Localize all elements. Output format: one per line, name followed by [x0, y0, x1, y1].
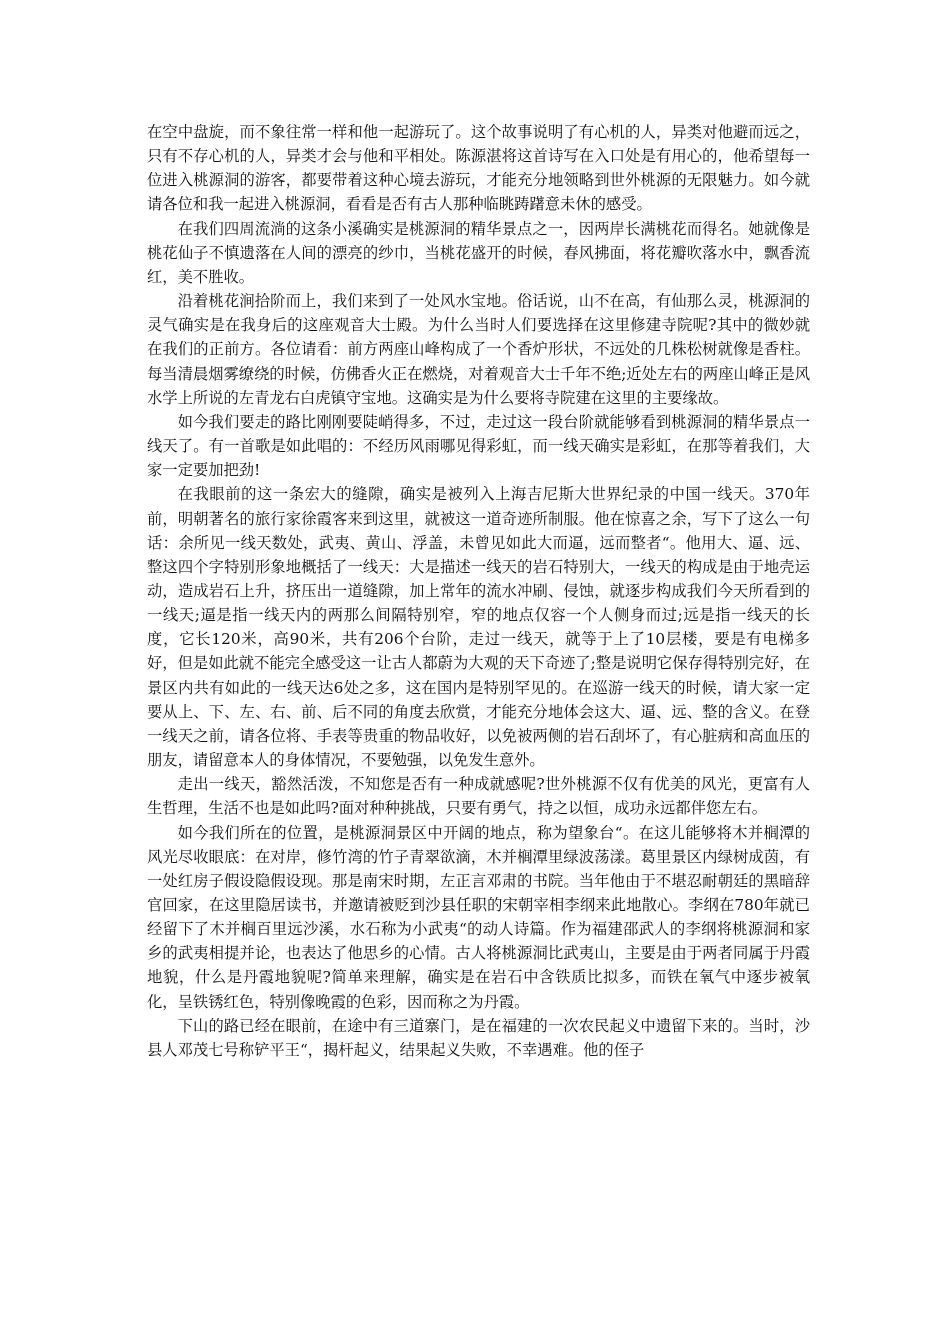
- paragraph-1: 在空中盘旋，而不象往常一样和他一起游玩了。这个故事说明了有心机的人，异类对他避而远之，只有不存心机的人，异类才会与他和平相处。陈源湛将这首诗写在入口处是有用心的，他希望每一位进入桃源洞的游客，都要带着这种心境去游玩，才能充分地领略到世外桃源的无限魅力。如今就请各位和我一起进入桃源洞，看看是否有古人那种临眺踌躇意未休的感受。: [147, 123, 810, 214]
- paragraph-5: 在我眼前的这一条宏大的缝隙，确实是被列入上海吉尼斯大世界纪录的中国一线天。370年前，明朝著名的旅行家徐霞客来到这里，就被这一道奇迹所制服。他在惊喜之余，写下了这么一句话：余所见一线天数处，武夷、黄山、浮盖，未曾见如此大而逼，远而整者“。他用大、逼、远、整这四个字特别形象地概括了一线天：大是描述一线天的岩石特别大，一线天的构成是由于地壳运动，造成岩石上升，挤压出一道缝隙，加上常年的流水冲刷、侵蚀，就逐步构成我们今天所看到的一线天;逼是指一线天内的两那么间隔特别窄，窄的地点仅容一个人侧身而过;远是指一线天的长度，它长120米，高90米，共有206个台阶，走过一线天，就等于上了10层楼，要是有电梯多好，但是如此就不能完全感受这一让古人都蔚为大观的天下奇迹了;整是说明它保存得特别完好，在景区内共有如此的一线天达6处之多，这在国内是特别罕见的。在巡游一线天的时候，请大家一定要从上、下、左、右、前、后不同的角度去欣赏，才能充分地体会这大、逼、远、整的含义。在登一线天之前，请各位将、手表等贵重的物品收好，以免被两侧的岩石刮坏了，有心脏病和高血压的朋友，请留意本人的身体情况，不要勉强，以免发生意外。: [147, 485, 810, 770]
- paragraph-4: 如今我们要走的路比刚刚要陡峭得多，不过，走过这一段台阶就能够看到桃源洞的精华景点一线天了。有一首歌是如此唱的：不经历风雨哪见得彩虹，而一线天确实是彩虹，在那等着我们，大家一定要加把劲!: [147, 412, 810, 480]
- paragraph-2: 在我们四周流淌的这条小溪确实是桃源洞的精华景点之一，因两岸长满桃花而得名。她就像是桃花仙子不慎遗落在人间的漂亮的纱巾，当桃花盛开的时候，春风拂面，将花瓣吹落水中，飘香流红，美不胜收。: [147, 219, 810, 286]
- paragraph-7: 如今我们所在的位置，是桃源洞景区中开阔的地点，称为望象台“。在这儿能够将木并榈潭的风光尽收眼底：在对岸，修竹湾的竹子青翠欲滴，木并榈潭里绿波荡漾。葛里景区内绿树成茵，有一处红房子假设隐假设现。那是南宋时期，左正言邓肃的书院。当年他由于不堪忍耐朝廷的黑暗辞官回家，在这里隐居读书，并邀请被贬到沙县任职的宋朝宰相李纲来此地散心。李纲在780年就已经留下了木并榈百里远沙溪，水石称为小武夷“的动人诗篇。作为福建邵武人的李纲将桃源洞和家乡的武夷相提并论，也表达了他思乡的心情。古人将桃源洞比武夷山，主要是由于两者同属于丹霞地貌，什么是丹霞地貌呢?简单来理解，确实是在岩石中含铁质比拟多，而铁在氧气中逐步被氧化，呈铁锈红色，特别像晚霞的色彩，因而称之为丹霞。: [147, 823, 810, 1011]
- paragraph-6: 走出一线天，豁然活泼，不知您是否有一种成就感呢?世外桃源不仅有优美的风光，更富有人生哲理，生活不也是如此吗?面对种种挑战，只要有勇气，持之以恒，成功永远都伴您左右。: [147, 775, 810, 818]
- paragraph-3: 沿着桃花涧拾阶而上，我们来到了一处风水宝地。俗话说，山不在高，有仙那么灵，桃源洞的灵气确实是在我身后的这座观音大士殿。为什么当时人们要选择在这里修建寺院呢?其中的微妙就在我们的正前方。各位请看：前方两座山峰构成了一个香炉形状，不远处的几株松树就像是香柱。每当清晨烟雾缭绕的时候，仿佛香火正在燃烧，对着观音大士千年不绝;近处左右的两座山峰正是风水学上所说的左青龙右白虎镇守宝地。这确实是为什么要将寺院建在这里的主要缘故。: [147, 292, 810, 407]
- document-body: [147, 120, 810, 1062]
- paragraph-8: 下山的路已经在眼前，在途中有三道寨门，是在福建的一次农民起义中遗留下来的。当时，沙县人邓茂七号称铲平王“，揭杆起义，结果起义失败，不幸遇难。他的侄子: [147, 1016, 810, 1059]
